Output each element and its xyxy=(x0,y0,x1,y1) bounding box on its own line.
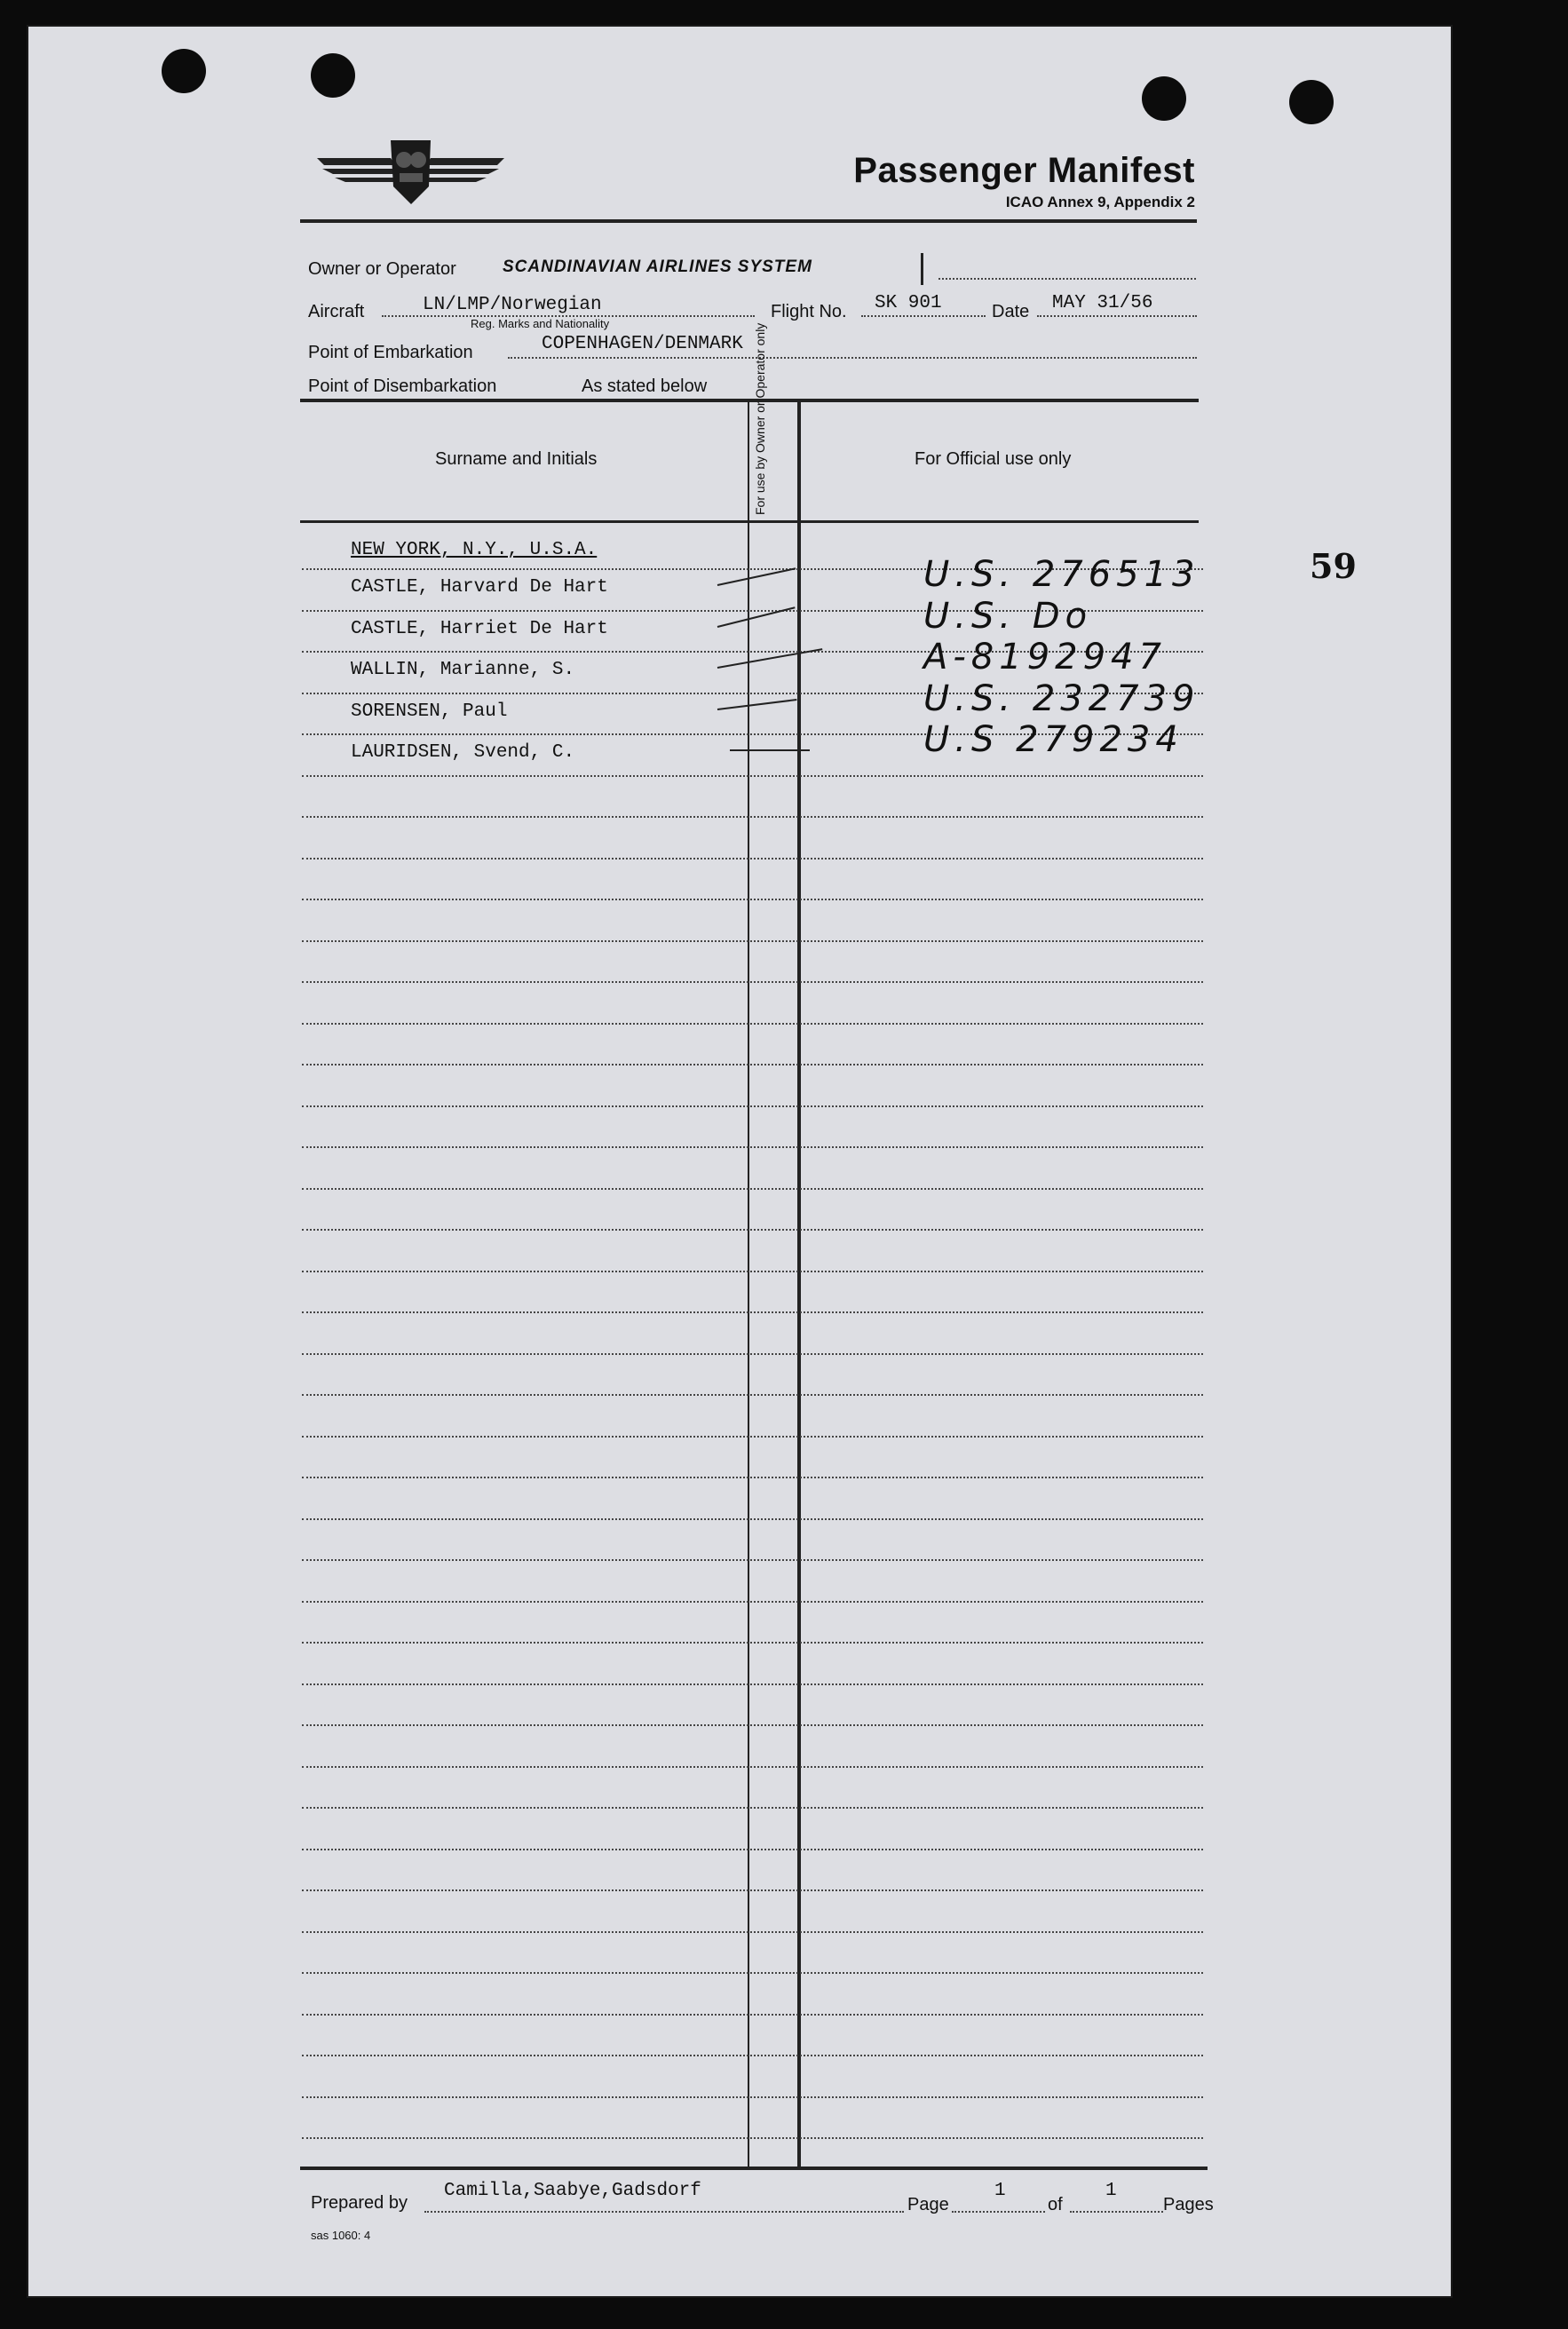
disembarkation-value: As stated below xyxy=(582,376,708,396)
ruled-line xyxy=(302,2055,1203,2056)
total-pages-dotline xyxy=(1070,2211,1163,2213)
ruled-line xyxy=(302,1724,1203,1726)
prepared-by-dotline xyxy=(424,2211,904,2213)
aircraft-value: LN/LMP/Norwegian xyxy=(423,295,602,315)
punch-hole xyxy=(162,49,206,93)
owner-value: SCANDINAVIAN AIRLINES SYSTEM xyxy=(503,257,812,276)
ruled-line xyxy=(302,1311,1203,1313)
official-entry: U.S 279234 xyxy=(923,719,1184,760)
ruled-line xyxy=(302,1642,1203,1644)
ruled-line xyxy=(302,858,1203,860)
ruled-line xyxy=(302,1229,1203,1231)
passenger-name: CASTLE, Harvard De Hart xyxy=(351,577,608,598)
date-value: MAY 31/56 xyxy=(1052,293,1153,313)
flight-dotline xyxy=(861,315,986,317)
date-dotline xyxy=(1037,315,1197,317)
punch-hole xyxy=(311,53,355,98)
passenger-name: LAURIDSEN, Svend, C. xyxy=(351,742,575,763)
ruled-line xyxy=(302,1559,1203,1561)
column-divider-right xyxy=(797,400,801,2167)
ruled-line xyxy=(302,2137,1203,2139)
document-subtitle: ICAO Annex 9, Appendix 2 xyxy=(1005,194,1195,210)
prepared-by-label: Prepared by xyxy=(311,2193,408,2213)
airline-wings-logo xyxy=(315,133,506,209)
official-entry: A-8192947 xyxy=(923,637,1167,677)
ruled-line xyxy=(302,1271,1203,1272)
flight-label: Flight No. xyxy=(771,302,847,321)
official-entry: U.S. Do xyxy=(923,595,1093,637)
passenger-name: SORENSEN, Paul xyxy=(351,701,508,722)
ruled-line xyxy=(302,1105,1203,1107)
punch-hole xyxy=(1142,76,1186,121)
official-entry: U.S. 232739 xyxy=(923,677,1200,719)
ruled-line xyxy=(302,1064,1203,1065)
ruled-line xyxy=(302,1188,1203,1190)
prepared-by-value: Camilla,Saabye,Gadsdorf xyxy=(444,2181,701,2201)
owner-dotline xyxy=(938,278,1196,280)
ruled-line xyxy=(302,1436,1203,1438)
ruled-line xyxy=(302,1353,1203,1355)
ruled-line xyxy=(302,816,1203,818)
owner-separator xyxy=(921,253,923,285)
ruled-line xyxy=(302,2014,1203,2016)
ruled-line xyxy=(302,2096,1203,2098)
page-value: 1 xyxy=(994,2181,1006,2201)
ruled-line xyxy=(302,981,1203,983)
aircraft-hint: Reg. Marks and Nationality xyxy=(471,317,610,330)
manifest-page xyxy=(27,25,1453,2298)
date-label: Date xyxy=(992,302,1030,321)
ruled-line xyxy=(302,1931,1203,1933)
ruled-line xyxy=(302,1146,1203,1148)
ruled-line xyxy=(302,1807,1203,1809)
page-dotline xyxy=(952,2211,1045,2213)
embarkation-value: COPENHAGEN/DENMARK xyxy=(542,334,743,354)
ruled-line xyxy=(302,1601,1203,1603)
table-header-bottom-rule xyxy=(300,520,1199,523)
ruled-line xyxy=(302,1972,1203,1974)
form-code: sas 1060: 4 xyxy=(311,2229,371,2242)
ruled-line xyxy=(302,1849,1203,1850)
column-header-official: For Official use only xyxy=(915,449,1072,469)
aircraft-label: Aircraft xyxy=(308,302,365,321)
ruled-line xyxy=(302,899,1203,900)
ruled-line xyxy=(302,1766,1203,1768)
ruled-line xyxy=(302,1683,1203,1685)
table-bottom-rule xyxy=(300,2167,1208,2170)
total-pages-value: 1 xyxy=(1105,2181,1117,2201)
page-label: Page xyxy=(907,2195,949,2214)
embarkation-label: Point of Embarkation xyxy=(308,343,473,362)
pages-label: Pages xyxy=(1163,2195,1214,2214)
embarkation-dotline xyxy=(508,357,1197,359)
check-mark xyxy=(730,749,810,751)
ruled-line xyxy=(302,1394,1203,1396)
passenger-name: CASTLE, Harriet De Hart xyxy=(351,618,608,639)
column-divider-left xyxy=(748,400,749,2167)
ruled-line xyxy=(302,1023,1203,1025)
header-divider xyxy=(300,219,1197,223)
destination-heading: NEW YORK, N.Y., U.S.A. xyxy=(351,540,598,560)
official-entry: U.S. 276513 xyxy=(923,554,1200,595)
document-title: Passenger Manifest xyxy=(853,151,1195,190)
flight-value: SK 901 xyxy=(875,293,942,313)
ruled-line xyxy=(302,1889,1203,1891)
page-stamp-number: 59 xyxy=(1310,546,1357,586)
column-header-owner: For use by Owner or Operator only xyxy=(753,322,767,515)
column-header-name: Surname and Initials xyxy=(435,449,598,469)
disembarkation-label: Point of Disembarkation xyxy=(308,376,497,396)
ruled-line xyxy=(302,1477,1203,1478)
of-label: of xyxy=(1048,2195,1063,2214)
table-top-rule xyxy=(300,399,1199,402)
owner-label: Owner or Operator xyxy=(308,259,456,279)
punch-hole xyxy=(1289,80,1334,124)
ruled-line xyxy=(302,1518,1203,1520)
ruled-line xyxy=(302,775,1203,777)
passenger-name: WALLIN, Marianne, S. xyxy=(351,660,575,680)
ruled-line xyxy=(302,940,1203,942)
